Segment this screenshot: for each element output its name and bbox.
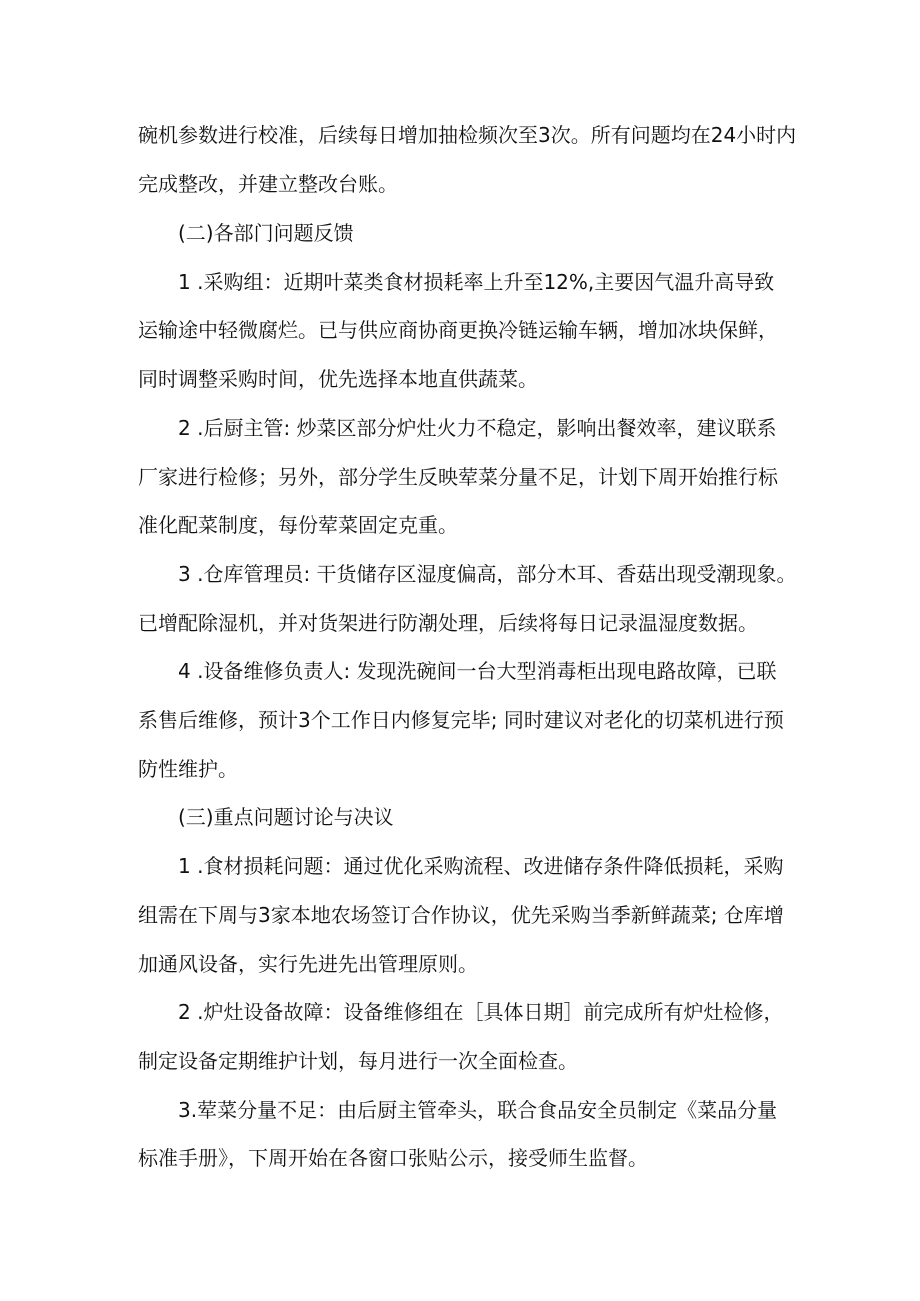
text-line: 准化配菜制度，每份荤菜固定克重。 bbox=[138, 513, 458, 537]
text-line: 防性维护。 bbox=[138, 757, 238, 781]
text-line: 已增配除湿机，并对货架进行防潮处理，后续将每日记录温湿度数据。 bbox=[138, 611, 758, 635]
section-heading: (二)各部门问题反馈 bbox=[178, 221, 354, 245]
text-line: 完成整改，并建立整改台账。 bbox=[138, 172, 398, 196]
text-line: 同时调整采购时间，优先选择本地直供蔬菜。 bbox=[138, 367, 538, 391]
text-line: 3.荤菜分量不足：由后厨主管牵头，联合食品安全员制定《菜品分量 bbox=[178, 1098, 778, 1122]
text-line: 厂家进行检修；另外，部分学生反映荤菜分量不足，计划下周开始推行标 bbox=[138, 465, 778, 489]
text-line: 碗机参数进行校准，后续每日增加抽检频次至3次。所有问题均在24小时内 bbox=[138, 123, 797, 147]
text-line: 1 .采购组：近期叶菜类食材损耗率上升至12%,主要因气温升高导致 bbox=[178, 270, 775, 294]
text-line: 标准手册》，下周开始在各窗口张贴公示，接受师生监督。 bbox=[138, 1146, 648, 1170]
text-line: 制定设备定期维护计划，每月进行一次全面检查。 bbox=[138, 1049, 578, 1073]
text-line: 3 .仓库管理员: 干货储存区湿度偏高，部分木耳、香菇出现受潮现象。 bbox=[178, 562, 797, 586]
text-line: 4 .设备维修负责人: 发现洗碗间一台大型消毒柜出现电路故障，已联 bbox=[178, 659, 777, 683]
text-line: 2 .炉灶设备故障：设备维修组在［具体日期］前完成所有炉灶检修， bbox=[178, 1000, 784, 1024]
text-line: 2 .后厨主管: 炒菜区部分炉灶火力不稳定，影响出餐效率，建议联系 bbox=[178, 416, 777, 440]
text-line: 组需在下周与3家本地农场签订合作协议，优先采购当季新鲜蔬菜; 仓库增 bbox=[138, 903, 784, 927]
text-line: 1 .食材损耗问题：通过优化采购流程、改进储存条件降低损耗，采购 bbox=[178, 854, 784, 878]
text-line: 加通风设备，实行先进先出管理原则。 bbox=[138, 952, 478, 976]
text-line: 运输途中轻微腐烂。已与供应商协商更换冷链运输车辆，增加冰块保鲜， bbox=[138, 318, 778, 342]
text-line: 系售后维修，预计3个工作日内修复完毕; 同时建议对老化的切菜机进行预 bbox=[138, 708, 784, 732]
section-heading: (三)重点问题讨论与决议 bbox=[178, 805, 394, 829]
